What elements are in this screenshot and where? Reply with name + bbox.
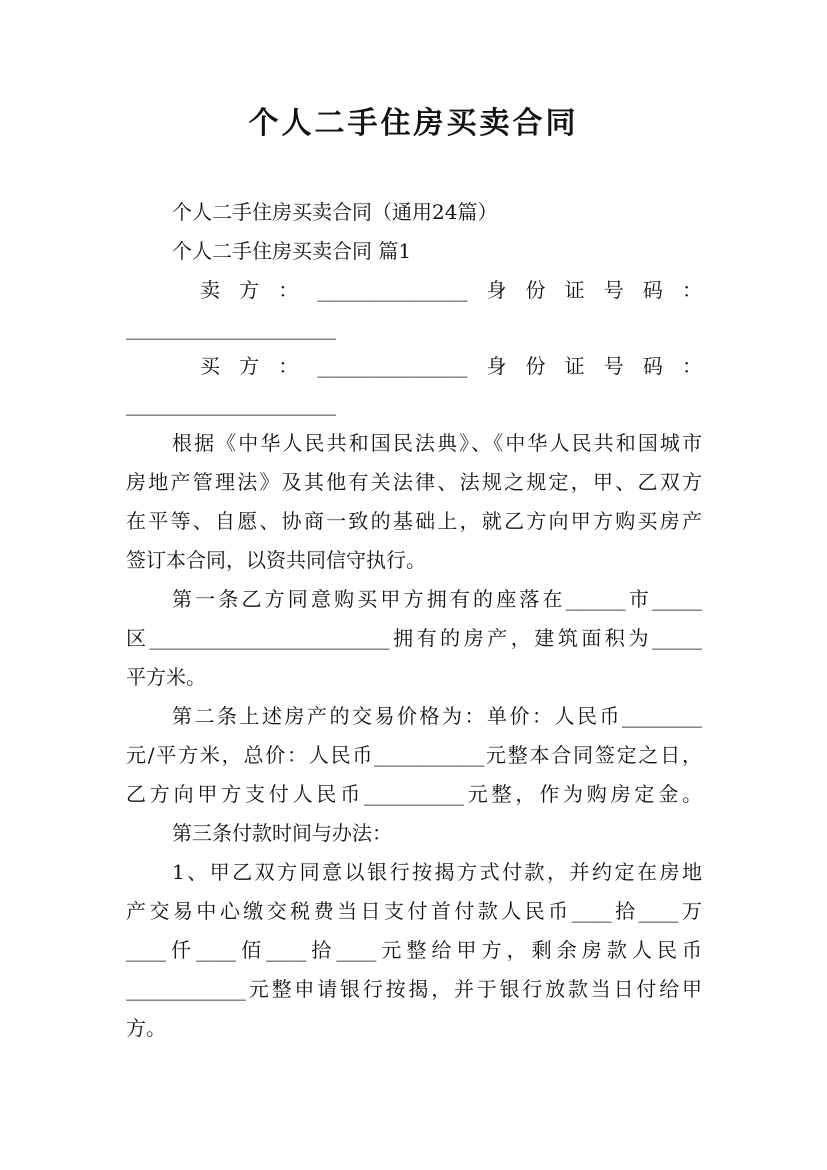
article-2-line: 乙方向甲方支付人民币__________元整，作为购房定金。	[126, 782, 702, 806]
buyer-line: 买方：_______________身份证号码：	[200, 354, 702, 378]
article-1-line: 第一条乙方同意购买甲方拥有的座落在______市_____	[172, 587, 702, 611]
article-3-line: 1、甲乙双方同意以银行按揭方式付款，并约定在房地	[172, 860, 702, 884]
section-heading: 个人二手住房买卖合同 篇1	[172, 239, 412, 263]
paragraph-line: 房地产管理法》及其他有关法律、法规之规定，甲、乙双方	[126, 470, 702, 494]
article-3-line: 产交易中心缴交税费当日支付首付款人民币____拾____万	[126, 899, 702, 923]
article-2-line: 元/平方米，总价：人民币___________元整本合同签定之日，	[126, 743, 702, 767]
seller-id-blank: _____________________	[126, 316, 336, 340]
article-3-line: ____仟____佰____拾____元整给甲方，剩余房款人民币	[126, 938, 702, 962]
article-1-line: 平方米。	[126, 665, 206, 689]
document-subtitle: 个人二手住房买卖合同（通用24篇）	[172, 200, 498, 224]
article-2-line: 第二条上述房产的交易价格为：单价：人民币________	[172, 704, 702, 728]
article-1-line: 区________________________拥有的房产，建筑面积为_____	[126, 626, 702, 650]
paragraph-line: 根据《中华人民共和国民法典》、《中华人民共和国城市	[172, 431, 702, 455]
article-3-line: 方。	[126, 1016, 166, 1040]
article-3-line: ____________元整申请银行按揭，并于银行放款当日付给甲	[126, 977, 702, 1001]
seller-line: 卖方：_______________身份证号码：	[200, 278, 702, 302]
paragraph-line: 签订本合同，以资共同信守执行。	[126, 548, 426, 572]
document-title: 个人二手住房买卖合同	[248, 106, 579, 141]
paragraph-line: 在平等、自愿、协商一致的基础上，就乙方向甲方购买房产	[126, 509, 702, 533]
buyer-id-blank: _____________________	[126, 392, 336, 416]
article-3-heading: 第三条付款时间与办法：	[172, 821, 392, 845]
